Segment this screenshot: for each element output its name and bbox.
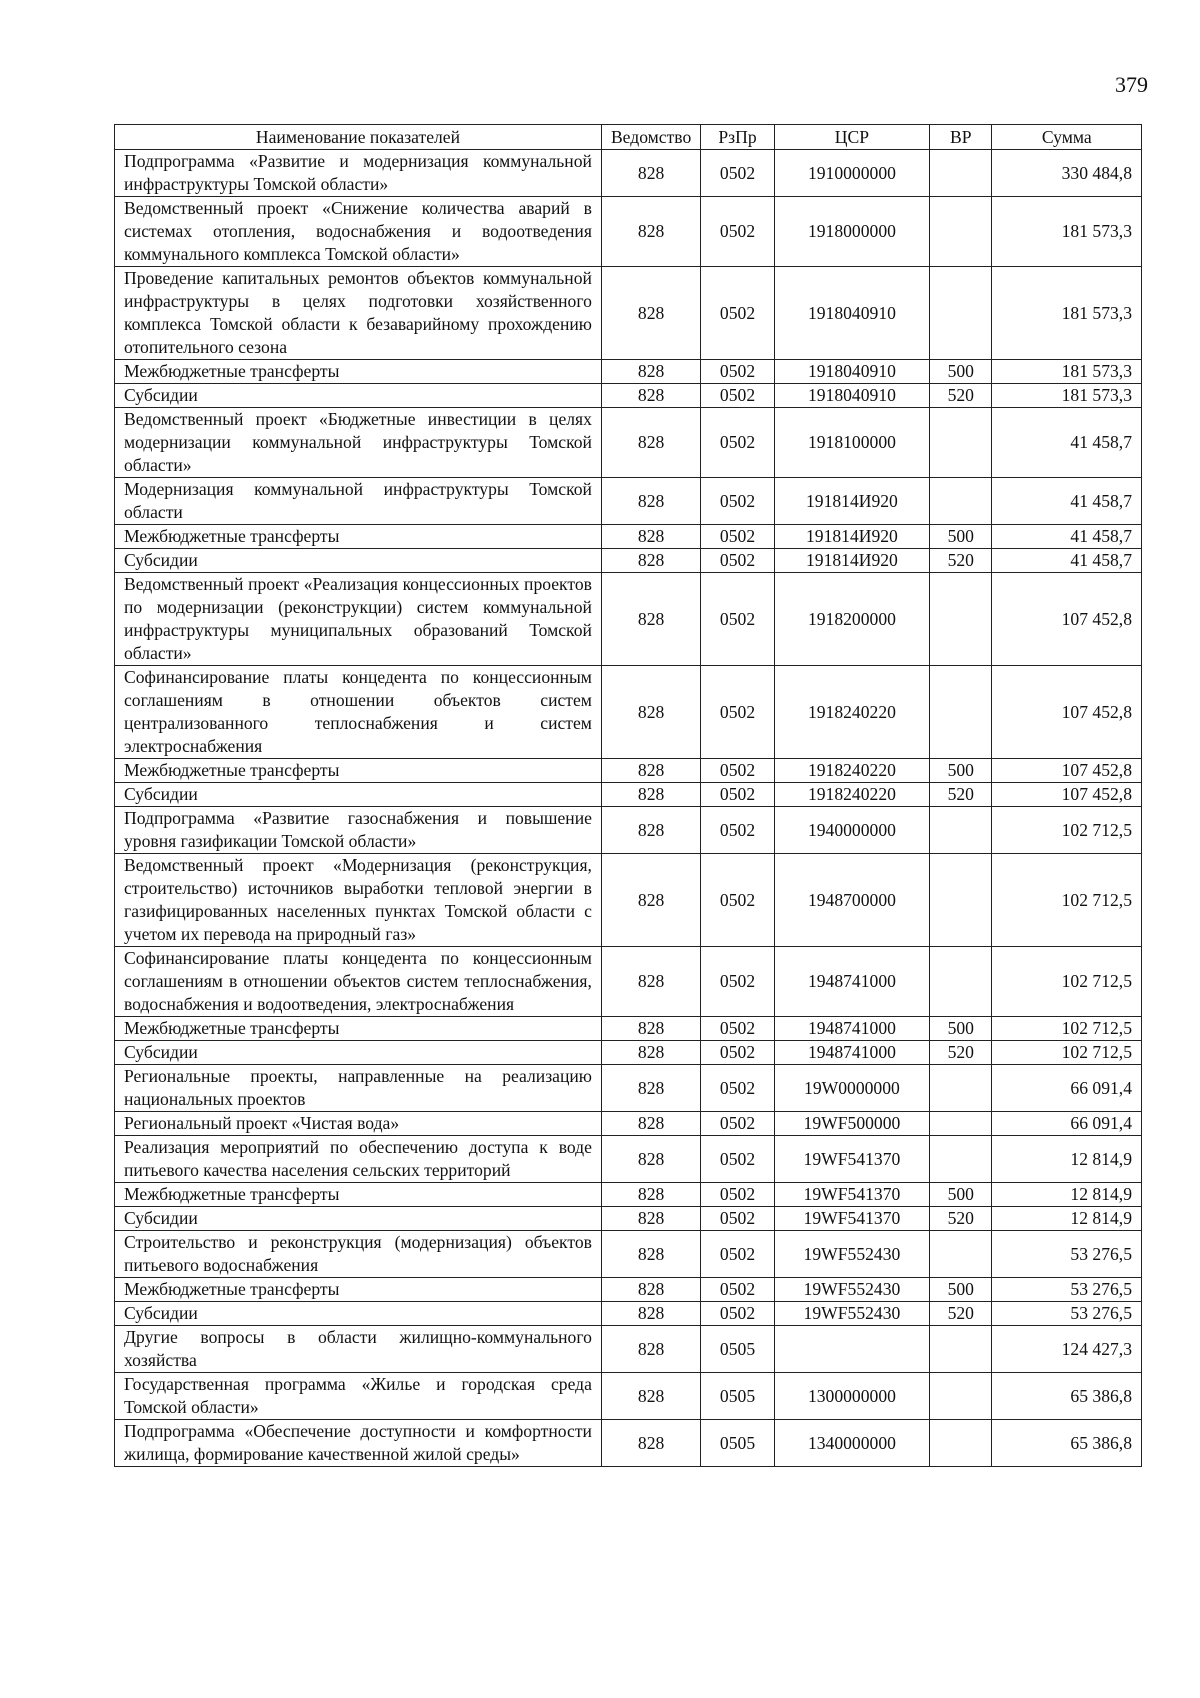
cell-name: Реализация мероприятий по обеспечению доступа к воде питьевого качества населения сельских территорий [115, 1136, 602, 1183]
table-row [115, 197, 1142, 267]
cell-rzpr: 0502 [701, 1231, 774, 1278]
cell-sum: 102 712,5 [992, 1041, 1142, 1065]
cell-ved: 828 [601, 573, 700, 666]
cell-sum: 107 452,8 [992, 759, 1142, 783]
table-row [115, 573, 1142, 666]
cell-sum: 181 573,3 [992, 384, 1142, 408]
cell-name: Софинансирование платы концедента по концессионным соглашениям в отношении объектов систем теплоснабжения, водоснабжения и водоотведения, электроснабжения [115, 947, 602, 1017]
table-body [115, 150, 1142, 1467]
cell-vr [930, 1326, 992, 1373]
cell-sum: 41 458,7 [992, 408, 1142, 478]
cell-sum: 65 386,8 [992, 1420, 1142, 1467]
cell-rzpr: 0502 [701, 759, 774, 783]
header-rzpr: РзПр [701, 125, 774, 150]
cell-rzpr: 0502 [701, 947, 774, 1017]
cell-sum: 41 458,7 [992, 525, 1142, 549]
table-row [115, 267, 1142, 360]
cell-name: Проведение капитальных ремонтов объектов коммунальной инфраструктуры в целях подготовки хозяйственного комплекса Томской области к безаварийному прохождению отопительного сезона [115, 267, 602, 360]
table-row [115, 666, 1142, 759]
cell-sum: 41 458,7 [992, 549, 1142, 573]
cell-csr: 19W0000000 [774, 1065, 929, 1112]
cell-csr: 1918040910 [774, 384, 929, 408]
cell-name: Государственная программа «Жилье и городская среда Томской области» [115, 1373, 602, 1420]
table-row [115, 854, 1142, 947]
budget-table [114, 124, 1142, 1467]
table-row [115, 759, 1142, 783]
cell-vr [930, 478, 992, 525]
cell-rzpr: 0502 [701, 267, 774, 360]
cell-rzpr: 0502 [701, 1278, 774, 1302]
cell-ved: 828 [601, 478, 700, 525]
cell-ved: 828 [601, 384, 700, 408]
table-row [115, 1231, 1142, 1278]
table-row [115, 525, 1142, 549]
cell-csr: 1948700000 [774, 854, 929, 947]
cell-rzpr: 0502 [701, 1136, 774, 1183]
cell-vr: 520 [930, 1041, 992, 1065]
cell-name: Межбюджетные трансферты [115, 360, 602, 384]
cell-name: Подпрограмма «Обеспечение доступности и комфортности жилища, формирование качественной жилой среды» [115, 1420, 602, 1467]
cell-csr: 1918100000 [774, 408, 929, 478]
cell-rzpr: 0502 [701, 1183, 774, 1207]
cell-ved: 828 [601, 1136, 700, 1183]
cell-csr: 19WF541370 [774, 1207, 929, 1231]
cell-ved: 828 [601, 1183, 700, 1207]
cell-sum: 124 427,3 [992, 1326, 1142, 1373]
cell-vr [930, 947, 992, 1017]
cell-csr: 1918040910 [774, 267, 929, 360]
table-row [115, 1065, 1142, 1112]
cell-csr [774, 1326, 929, 1373]
cell-name: Ведомственный проект «Модернизация (реконструкция, строительство) источников выработки тепловой энергии в газифицированных населенных пунктах Томской области с учетом их перевода на природный газ» [115, 854, 602, 947]
cell-rzpr: 0502 [701, 1207, 774, 1231]
cell-name: Субсидии [115, 1302, 602, 1326]
cell-name: Межбюджетные трансферты [115, 1278, 602, 1302]
table-row [115, 1207, 1142, 1231]
header-row [115, 125, 1142, 150]
cell-vr: 520 [930, 549, 992, 573]
cell-ved: 828 [601, 1278, 700, 1302]
cell-csr: 1918040910 [774, 360, 929, 384]
cell-vr [930, 573, 992, 666]
cell-csr: 1300000000 [774, 1373, 929, 1420]
table-row [115, 1278, 1142, 1302]
cell-vr [930, 1112, 992, 1136]
cell-rzpr: 0505 [701, 1420, 774, 1467]
header-name: Наименование показателей [115, 125, 602, 150]
cell-ved: 828 [601, 1302, 700, 1326]
table-row [115, 1183, 1142, 1207]
cell-vr: 500 [930, 1183, 992, 1207]
cell-csr: 191814И920 [774, 478, 929, 525]
cell-vr: 520 [930, 1207, 992, 1231]
table-row [115, 408, 1142, 478]
cell-vr: 520 [930, 384, 992, 408]
table-row [115, 478, 1142, 525]
cell-name: Подпрограмма «Развитие и модернизация коммунальной инфраструктуры Томской области» [115, 150, 602, 197]
header-ved: Ведомство [601, 125, 700, 150]
cell-name: Ведомственный проект «Бюджетные инвестиции в целях модернизации коммунальной инфраструктуры Томской области» [115, 408, 602, 478]
cell-ved: 828 [601, 759, 700, 783]
cell-name: Другие вопросы в области жилищно-коммунального хозяйства [115, 1326, 602, 1373]
table-row [115, 783, 1142, 807]
cell-csr: 191814И920 [774, 549, 929, 573]
cell-vr: 520 [930, 783, 992, 807]
cell-ved: 828 [601, 408, 700, 478]
table-row [115, 150, 1142, 197]
header-csr: ЦСР [774, 125, 929, 150]
cell-ved: 828 [601, 947, 700, 1017]
cell-sum: 66 091,4 [992, 1112, 1142, 1136]
cell-csr: 1910000000 [774, 150, 929, 197]
table-row [115, 384, 1142, 408]
cell-sum: 12 814,9 [992, 1207, 1142, 1231]
header-sum: Сумма [992, 125, 1142, 150]
cell-sum: 102 712,5 [992, 947, 1142, 1017]
cell-name: Региональные проекты, направленные на реализацию национальных проектов [115, 1065, 602, 1112]
cell-sum: 12 814,9 [992, 1136, 1142, 1183]
cell-ved: 828 [601, 197, 700, 267]
cell-sum: 102 712,5 [992, 854, 1142, 947]
cell-rzpr: 0502 [701, 666, 774, 759]
cell-name: Ведомственный проект «Снижение количества аварий в системах отопления, водоснабжения и водоотведения коммунального комплекса Томской области» [115, 197, 602, 267]
cell-rzpr: 0502 [701, 1302, 774, 1326]
table-row [115, 1302, 1142, 1326]
cell-vr [930, 1373, 992, 1420]
cell-sum: 181 573,3 [992, 360, 1142, 384]
cell-rzpr: 0502 [701, 1065, 774, 1112]
cell-ved: 828 [601, 1112, 700, 1136]
table-row [115, 1420, 1142, 1467]
table-row [115, 807, 1142, 854]
cell-rzpr: 0502 [701, 408, 774, 478]
cell-csr: 1918200000 [774, 573, 929, 666]
cell-ved: 828 [601, 1420, 700, 1467]
cell-ved: 828 [601, 150, 700, 197]
cell-name: Софинансирование платы концедента по концессионным соглашениям в отношении объектов систем централизованного теплоснабжения и систем электроснабжения [115, 666, 602, 759]
header-vr: ВР [930, 125, 992, 150]
cell-vr [930, 267, 992, 360]
cell-sum: 181 573,3 [992, 267, 1142, 360]
cell-vr [930, 1136, 992, 1183]
table-header [115, 125, 1142, 150]
cell-name: Ведомственный проект «Реализация концессионных проектов по модернизации (реконструкции) систем коммунальной инфраструктуры муниципальных образований Томской области» [115, 573, 602, 666]
cell-ved: 828 [601, 1326, 700, 1373]
cell-rzpr: 0502 [701, 1017, 774, 1041]
cell-name: Субсидии [115, 384, 602, 408]
cell-csr: 1340000000 [774, 1420, 929, 1467]
cell-csr: 19WF552430 [774, 1231, 929, 1278]
cell-rzpr: 0502 [701, 1112, 774, 1136]
table-row [115, 1136, 1142, 1183]
cell-vr: 500 [930, 525, 992, 549]
cell-vr: 500 [930, 759, 992, 783]
cell-vr [930, 807, 992, 854]
cell-name: Региональный проект «Чистая вода» [115, 1112, 602, 1136]
table-row [115, 1373, 1142, 1420]
table-row [115, 1326, 1142, 1373]
cell-vr [930, 666, 992, 759]
table-row [115, 947, 1142, 1017]
cell-vr [930, 1231, 992, 1278]
cell-sum: 102 712,5 [992, 1017, 1142, 1041]
cell-rzpr: 0502 [701, 807, 774, 854]
cell-name: Межбюджетные трансферты [115, 1183, 602, 1207]
cell-rzpr: 0502 [701, 525, 774, 549]
cell-sum: 181 573,3 [992, 197, 1142, 267]
cell-ved: 828 [601, 1231, 700, 1278]
cell-name: Модернизация коммунальной инфраструктуры Томской области [115, 478, 602, 525]
table-row [115, 1112, 1142, 1136]
cell-csr: 1948741000 [774, 1041, 929, 1065]
cell-ved: 828 [601, 549, 700, 573]
cell-name: Субсидии [115, 783, 602, 807]
cell-ved: 828 [601, 525, 700, 549]
cell-sum: 102 712,5 [992, 807, 1142, 854]
cell-rzpr: 0502 [701, 573, 774, 666]
cell-sum: 53 276,5 [992, 1302, 1142, 1326]
cell-ved: 828 [601, 1017, 700, 1041]
cell-ved: 828 [601, 1207, 700, 1231]
cell-csr: 1948741000 [774, 947, 929, 1017]
cell-name: Субсидии [115, 549, 602, 573]
cell-csr: 19WF541370 [774, 1183, 929, 1207]
cell-ved: 828 [601, 267, 700, 360]
cell-vr [930, 1420, 992, 1467]
table-row [115, 1017, 1142, 1041]
cell-csr: 1918240220 [774, 783, 929, 807]
cell-name: Строительство и реконструкция (модернизация) объектов питьевого водоснабжения [115, 1231, 602, 1278]
table-row [115, 1041, 1142, 1065]
cell-name: Субсидии [115, 1207, 602, 1231]
cell-vr: 520 [930, 1302, 992, 1326]
cell-sum: 41 458,7 [992, 478, 1142, 525]
cell-vr: 500 [930, 1278, 992, 1302]
cell-csr: 19WF552430 [774, 1302, 929, 1326]
cell-sum: 107 452,8 [992, 573, 1142, 666]
cell-csr: 1948741000 [774, 1017, 929, 1041]
cell-vr [930, 1065, 992, 1112]
cell-name: Подпрограмма «Развитие газоснабжения и повышение уровня газификации Томской области» [115, 807, 602, 854]
cell-csr: 1918000000 [774, 197, 929, 267]
cell-name: Межбюджетные трансферты [115, 1017, 602, 1041]
page-number: 379 [1115, 72, 1148, 97]
cell-ved: 828 [601, 1041, 700, 1065]
cell-sum: 53 276,5 [992, 1231, 1142, 1278]
cell-sum: 66 091,4 [992, 1065, 1142, 1112]
cell-ved: 828 [601, 854, 700, 947]
cell-rzpr: 0502 [701, 783, 774, 807]
cell-csr: 1918240220 [774, 666, 929, 759]
cell-sum: 53 276,5 [992, 1278, 1142, 1302]
cell-sum: 65 386,8 [992, 1373, 1142, 1420]
cell-csr: 19WF552430 [774, 1278, 929, 1302]
cell-sum: 330 484,8 [992, 150, 1142, 197]
cell-sum: 107 452,8 [992, 783, 1142, 807]
cell-rzpr: 0505 [701, 1373, 774, 1420]
table-row [115, 360, 1142, 384]
table-row [115, 549, 1142, 573]
cell-rzpr: 0505 [701, 1326, 774, 1373]
cell-csr: 19WF500000 [774, 1112, 929, 1136]
cell-rzpr: 0502 [701, 197, 774, 267]
cell-ved: 828 [601, 1373, 700, 1420]
cell-vr [930, 408, 992, 478]
cell-vr [930, 197, 992, 267]
cell-name: Межбюджетные трансферты [115, 525, 602, 549]
cell-csr: 191814И920 [774, 525, 929, 549]
cell-csr: 19WF541370 [774, 1136, 929, 1183]
cell-rzpr: 0502 [701, 384, 774, 408]
cell-vr [930, 854, 992, 947]
cell-rzpr: 0502 [701, 1041, 774, 1065]
cell-rzpr: 0502 [701, 549, 774, 573]
cell-rzpr: 0502 [701, 854, 774, 947]
cell-rzpr: 0502 [701, 150, 774, 197]
cell-csr: 1940000000 [774, 807, 929, 854]
cell-vr [930, 150, 992, 197]
cell-sum: 12 814,9 [992, 1183, 1142, 1207]
cell-name: Межбюджетные трансферты [115, 759, 602, 783]
cell-ved: 828 [601, 360, 700, 384]
cell-vr: 500 [930, 1017, 992, 1041]
cell-csr: 1918240220 [774, 759, 929, 783]
cell-vr: 500 [930, 360, 992, 384]
cell-rzpr: 0502 [701, 478, 774, 525]
cell-ved: 828 [601, 807, 700, 854]
cell-ved: 828 [601, 783, 700, 807]
cell-ved: 828 [601, 1065, 700, 1112]
cell-ved: 828 [601, 666, 700, 759]
cell-sum: 107 452,8 [992, 666, 1142, 759]
cell-rzpr: 0502 [701, 360, 774, 384]
cell-name: Субсидии [115, 1041, 602, 1065]
